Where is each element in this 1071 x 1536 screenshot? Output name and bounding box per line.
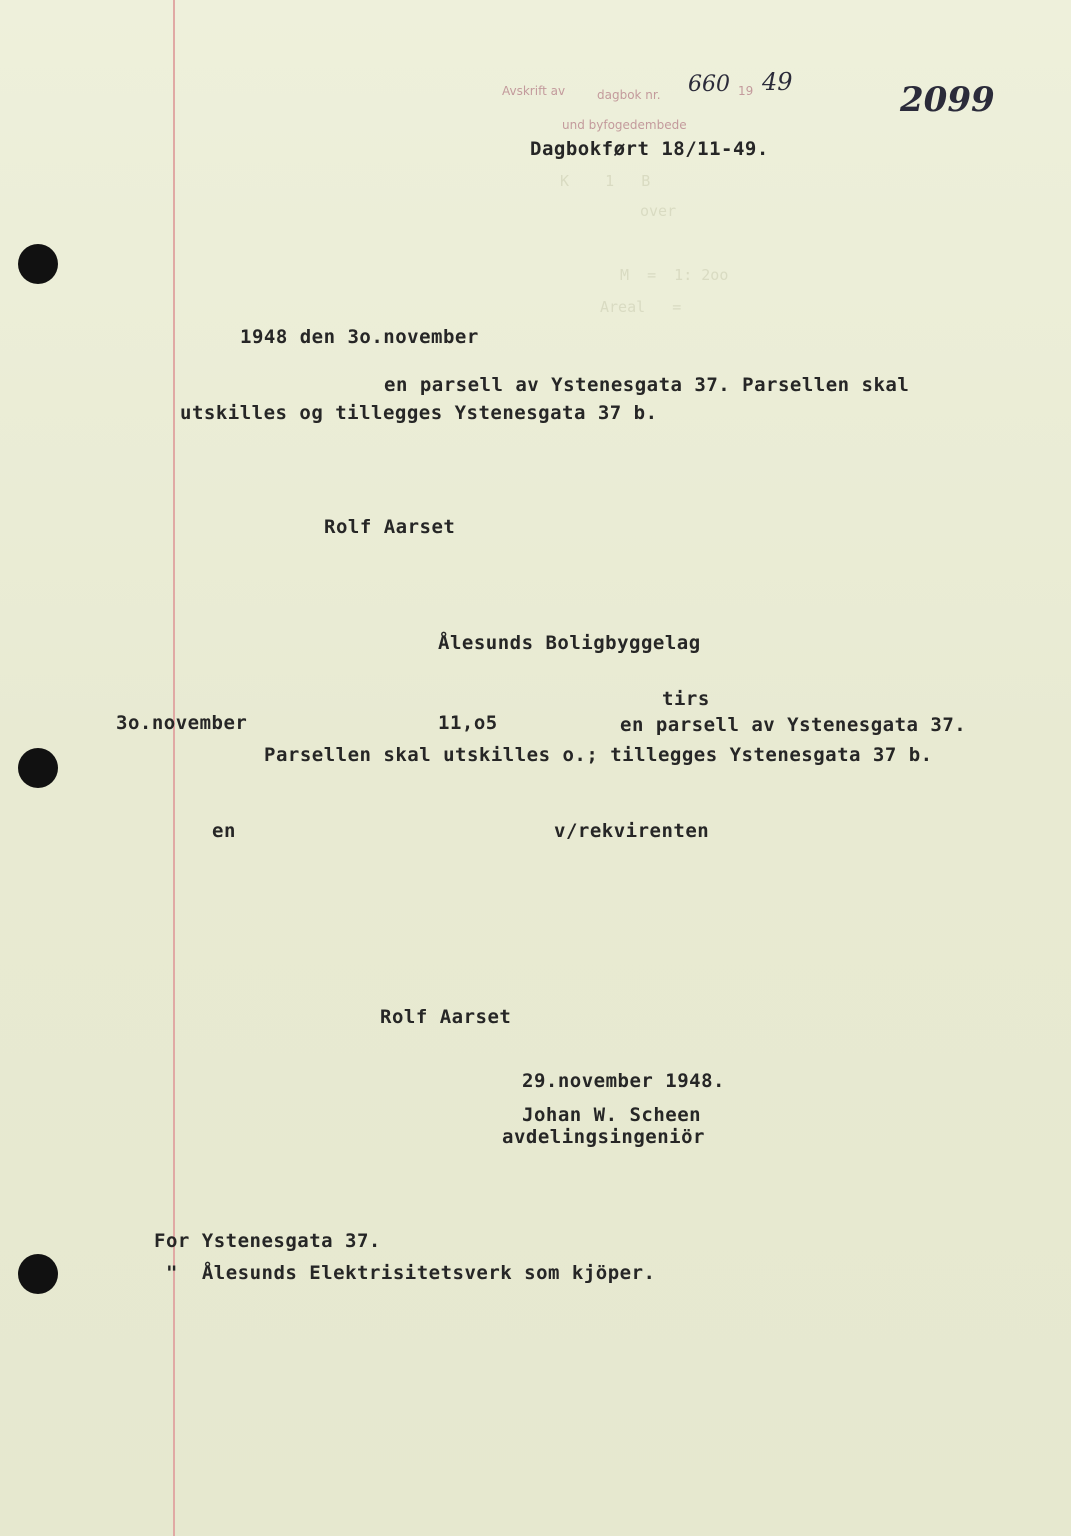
name-rolf-aarset-1: Rolf Aarset <box>324 516 456 538</box>
bleed-through-mark: M = 1: 2oo <box>620 266 729 284</box>
punch-hole-middle <box>18 748 58 788</box>
punch-hole-bottom <box>18 1254 58 1294</box>
dagbokfort-line: Dagbokført 18/11-49. <box>530 138 769 160</box>
bleed-through-mark: over <box>640 202 677 220</box>
parcel2-line-1: en parsell av Ystenesgata 37. <box>620 714 967 736</box>
signer-title: avdelingsingeniör <box>502 1126 705 1148</box>
rekvirent: v/rekvirenten <box>554 820 710 842</box>
handwritten-year: 49 <box>762 68 793 96</box>
signer-name: Johan W. Scheen <box>522 1104 702 1126</box>
stamp-line-2: und byfogedembede <box>562 118 687 132</box>
time: 11,o5 <box>438 712 498 734</box>
handwritten-dagbok-number: 660 <box>688 72 730 97</box>
stamp-year-prefix: 19 <box>738 84 754 98</box>
margin-line <box>173 0 175 1536</box>
en-word: en <box>212 820 236 842</box>
stamp-dagbok-label: dagbok nr. <box>597 88 661 102</box>
parcel-line-2: utskilles og tillegges Ystenesgata 37 b. <box>180 402 658 424</box>
punch-hole-top <box>18 244 58 284</box>
weekday: tirs <box>662 688 710 710</box>
for-line-1: For Ystenesgata 37. <box>154 1230 381 1252</box>
name-rolf-aarset-2: Rolf Aarset <box>380 1006 512 1028</box>
buyer-name: Ålesunds Boligbyggelag <box>438 632 701 654</box>
page-number: 2099 <box>900 80 995 120</box>
signed-date: 29.november 1948. <box>522 1070 725 1092</box>
date-2: 3o.november <box>116 712 248 734</box>
stamp-line-1: Avskrift av <box>502 84 566 98</box>
bleed-through-mark: K 1 B <box>560 172 714 190</box>
parcel-line-1: en parsell av Ystenesgata 37. Parsellen skal <box>384 374 910 396</box>
bleed-through-mark: Areal = <box>600 298 745 316</box>
parcel2-line-2: Parsellen skal utskilles o.; tillegges Ystenesgata 37 b. <box>264 744 933 766</box>
date-line: 1948 den 3o.november <box>240 326 479 348</box>
for-line-2: " Ålesunds Elektrisitetsverk som kjöper. <box>166 1262 656 1284</box>
